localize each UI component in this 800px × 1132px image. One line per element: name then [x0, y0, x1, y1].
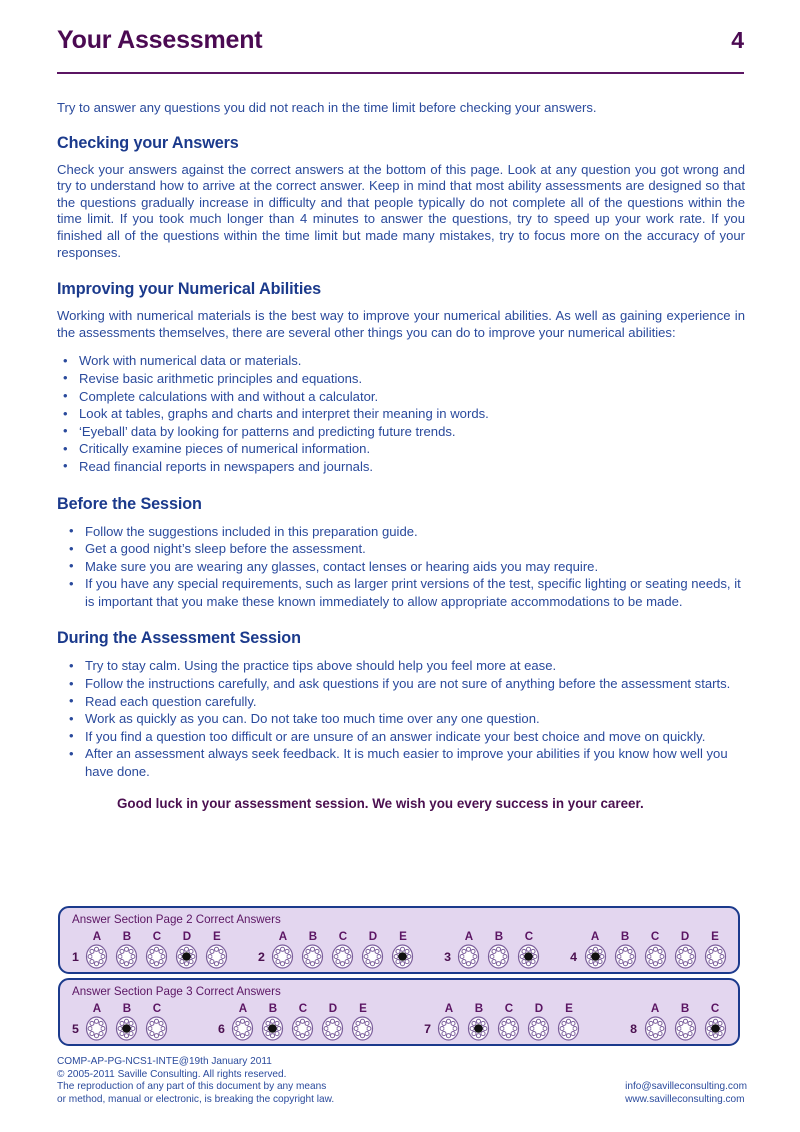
answer-bubble-icon[interactable] [497, 1016, 520, 1041]
answer-bubble-icon[interactable] [85, 944, 108, 969]
answer-option-letter: C [710, 1002, 720, 1015]
answer-bubble-icon[interactable] [674, 1016, 697, 1041]
list-item: • Work with numerical data or materials. [57, 352, 745, 370]
answer-option[interactable] [228, 1002, 258, 1041]
question-group [570, 930, 730, 969]
answer-option-letter: B [620, 930, 630, 943]
answer-bubble-icon[interactable] [437, 1016, 460, 1041]
answer-option-letter: C [650, 930, 660, 943]
answer-option-letter: C [298, 1002, 308, 1015]
answer-option-letter: E [711, 930, 719, 943]
answer-option[interactable] [318, 1002, 348, 1041]
answer-bubble-icon[interactable] [704, 1016, 727, 1041]
answer-option[interactable] [554, 1002, 584, 1041]
footer-copyright [57, 1056, 334, 1106]
question-number: 4 [570, 950, 577, 964]
answer-option[interactable] [700, 1002, 730, 1041]
answer-option-letter: B [308, 930, 318, 943]
answer-option-letter: E [359, 1002, 367, 1015]
answer-option[interactable] [514, 930, 544, 969]
answer-option-letter: A [238, 1002, 248, 1015]
question-group [72, 1002, 172, 1041]
answer-option-letter: E [399, 930, 407, 943]
bullet-list-numerical-abilities [57, 352, 745, 475]
answer-option[interactable] [112, 1002, 142, 1041]
list-item: • Make sure you are wearing any glasses, contact lenses or hearing aids you may require. [57, 558, 745, 576]
answer-option-letter: C [152, 930, 162, 943]
answer-option-letter: A [92, 930, 102, 943]
answer-option[interactable] [434, 1002, 464, 1041]
section-before-the-session [57, 495, 745, 611]
answer-option-letter: D [534, 1002, 544, 1015]
list-item: • Read each question carefully. [57, 693, 745, 711]
answer-bubble-icon[interactable] [361, 944, 384, 969]
question-group [444, 930, 544, 969]
list-item: • ‘Eyeball’ data by looking for patterns and predicting future trends. [57, 423, 745, 441]
answer-bubble-icon[interactable] [391, 944, 414, 969]
section-paragraph: Working with numerical materials is the best way to improve your numerical abilities. As well as gaining experience in the assessments themselves, there are several other things you can do to improve your numerical abilities: [57, 308, 745, 340]
answer-bubble-icon[interactable] [175, 944, 198, 969]
list-item: • Work as quickly as you can. Do not take too much time over any one question. [57, 710, 745, 728]
list-item: • After an assessment always seek feedback. It is much easier to improve your abilities if you know how well you have done. [57, 745, 745, 780]
answer-bubble-icon[interactable] [467, 1016, 490, 1041]
question-number: 1 [72, 950, 79, 964]
answer-option[interactable] [258, 1002, 288, 1041]
answer-bubble-icon[interactable] [584, 944, 607, 969]
answer-option-letter: E [565, 1002, 573, 1015]
answer-option[interactable] [494, 1002, 524, 1041]
answer-option[interactable] [268, 930, 298, 969]
answer-bubble-icon[interactable] [85, 1016, 108, 1041]
answer-bubble-icon[interactable] [351, 1016, 374, 1041]
answer-bubble-icon[interactable] [517, 944, 540, 969]
answer-bubble-icon[interactable] [271, 944, 294, 969]
answer-option[interactable] [112, 930, 142, 969]
section-during-assessment-session [57, 629, 745, 780]
page-number: 4 [731, 27, 744, 53]
list-item: • Critically examine pieces of numerical information. [57, 440, 745, 458]
answer-bubble-icon[interactable] [557, 1016, 580, 1041]
answer-option-letter: D [182, 930, 192, 943]
answer-option-letter: D [680, 930, 690, 943]
section-checking-your-answers [57, 134, 745, 262]
answer-option[interactable] [348, 1002, 378, 1041]
answer-bubble-icon[interactable] [704, 944, 727, 969]
question-number: 7 [424, 1022, 431, 1036]
list-item: • Get a good night’s sleep before the assessment. [57, 540, 745, 558]
answer-bubble-icon[interactable] [145, 944, 168, 969]
section-paragraph: Check your answers against the correct answers at the bottom of this page. Look at any question you got wrong and try to understand how to arrive at the correct answer. Keep in mind that most ability assessments are designed so that the questions gradually increase in difficulty and that people typically do not complete all of the questions within the time limit. If you took much longer than 4 minutes to answer the questions, try to speed up your work rate. If you finished all of the questions within the time limit but made many mistakes, try to focus more on the accuracy of your responses. [57, 161, 745, 260]
answer-option[interactable] [610, 930, 640, 969]
answer-option-letter: A [278, 930, 288, 943]
section-heading: Checking your Answers [57, 133, 239, 152]
answer-bubble-icon[interactable] [331, 944, 354, 969]
answer-option[interactable] [464, 1002, 494, 1041]
question-number: 8 [630, 1022, 637, 1036]
answer-bubble-icon[interactable] [527, 1016, 550, 1041]
footer-website[interactable]: www.savilleconsulting.com [625, 1093, 745, 1105]
answer-section-title: Answer Section Page 2 Correct Answers [72, 913, 281, 926]
answer-section-page-2 [58, 906, 740, 974]
bullet-list-during-session [57, 657, 745, 780]
answer-option-letter: A [650, 1002, 660, 1015]
answer-option-letter: D [368, 930, 378, 943]
answer-bubble-icon[interactable] [115, 944, 138, 969]
answer-option[interactable] [142, 1002, 172, 1041]
section-heading: During the Assessment Session [57, 629, 301, 648]
header-divider [57, 72, 744, 74]
page-header [57, 28, 744, 53]
page-title: Your Assessment [57, 26, 263, 54]
footer-line: The reproduction of any part of this document by any means [57, 1081, 327, 1093]
question-number: 5 [72, 1022, 79, 1036]
section-improving-numerical-abilities [57, 280, 745, 475]
answer-bubble-icon[interactable] [487, 944, 510, 969]
answer-option-letter: B [122, 930, 132, 943]
list-item: • Follow the instructions carefully, and ask questions if you are not sure of anything before the assessment starts. [57, 675, 745, 693]
answer-option[interactable] [82, 930, 112, 969]
answer-bubble-icon[interactable] [614, 944, 637, 969]
answer-option[interactable] [388, 930, 418, 969]
question-group [630, 1002, 730, 1041]
answer-bubble-icon[interactable] [301, 944, 324, 969]
list-item: • Follow the suggestions included in this preparation guide. [57, 523, 745, 541]
section-heading: Before the Session [57, 494, 202, 513]
answer-option[interactable] [640, 930, 670, 969]
answer-bubble-icon[interactable] [145, 1016, 168, 1041]
answer-option-letter: B [474, 1002, 484, 1015]
answer-bubble-icon[interactable] [261, 1016, 284, 1041]
answer-option-letter: D [328, 1002, 338, 1015]
answer-bubble-icon[interactable] [321, 1016, 344, 1041]
answer-bubble-icon[interactable] [644, 1016, 667, 1041]
answer-option[interactable] [524, 1002, 554, 1041]
answer-option[interactable] [288, 1002, 318, 1041]
question-group [72, 930, 232, 969]
footer-line: or method, manual or electronic, is breaking the copyright law. [57, 1093, 335, 1105]
answer-option-letter: B [494, 930, 504, 943]
answer-bubble-icon[interactable] [291, 1016, 314, 1041]
footer-email[interactable]: info@savilleconsulting.com [625, 1081, 747, 1092]
intro-paragraph: Try to answer any questions you did not reach in the time limit before checking your answers. [57, 100, 597, 115]
list-item: • If you have any special requirements, such as larger print versions of the test, specific lighting or seating needs, it is important that you make these known immediately to allow appropriate accommodations to be made. [57, 575, 745, 610]
answer-option-letter: C [504, 1002, 514, 1015]
answer-option-letter: C [524, 930, 534, 943]
answer-option-letter: A [464, 930, 474, 943]
spacer [57, 341, 745, 352]
answer-bubble-icon[interactable] [231, 1016, 254, 1041]
answer-section-page-3 [58, 978, 740, 1046]
answer-option[interactable] [670, 930, 700, 969]
footer-contact [625, 1056, 747, 1106]
footer-line: COMP-AP-PG-NCS1-INTE@19th January 2011 [57, 1056, 272, 1067]
document-body [57, 100, 745, 812]
answer-option[interactable] [202, 930, 232, 969]
list-item: • Read financial reports in newspapers and journals. [57, 458, 745, 476]
list-item: • Revise basic arithmetic principles and equations. [57, 370, 745, 388]
answer-option-letter: C [152, 1002, 162, 1015]
question-number: 3 [444, 950, 451, 964]
question-number: 6 [218, 1022, 225, 1036]
page-footer [57, 1056, 747, 1106]
answer-row [72, 930, 730, 969]
bullet-list-before-session [57, 523, 745, 611]
answer-option[interactable] [580, 930, 610, 969]
answer-option[interactable] [172, 930, 202, 969]
answer-bubble-icon[interactable] [457, 944, 480, 969]
list-item: • Try to stay calm. Using the practice tips above should help you feel more at ease. [57, 657, 745, 675]
answer-option[interactable] [454, 930, 484, 969]
answer-bubble-icon[interactable] [644, 944, 667, 969]
answer-option-letter: B [268, 1002, 278, 1015]
list-item: • If you find a question too difficult or are unsure of an answer indicate your best choice and move on quickly. [57, 728, 745, 746]
answer-option-letter: C [338, 930, 348, 943]
answer-option[interactable] [700, 930, 730, 969]
list-item: • Complete calculations with and without a calculator. [57, 388, 745, 406]
footer-line: © 2005-2011 Saville Consulting. All rights reserved. [57, 1068, 287, 1080]
question-number: 2 [258, 950, 265, 964]
answer-bubble-icon[interactable] [205, 944, 228, 969]
answer-option[interactable] [298, 930, 328, 969]
question-group [424, 1002, 584, 1041]
list-item: • Look at tables, graphs and charts and interpret their meaning in words. [57, 405, 745, 423]
answer-option-letter: A [590, 930, 600, 943]
answer-option-letter: B [680, 1002, 690, 1015]
answer-row [72, 1002, 730, 1041]
answer-option[interactable] [640, 1002, 670, 1041]
closing-message: Good luck in your assessment session. We wish you every success in your career. [117, 795, 644, 811]
answer-option[interactable] [484, 930, 514, 969]
answer-option[interactable] [328, 930, 358, 969]
answer-option[interactable] [142, 930, 172, 969]
answer-bubble-icon[interactable] [674, 944, 697, 969]
answer-section-title: Answer Section Page 3 Correct Answers [72, 985, 281, 998]
answer-option-letter: B [122, 1002, 132, 1015]
question-group [258, 930, 418, 969]
answer-option[interactable] [358, 930, 388, 969]
answer-option[interactable] [82, 1002, 112, 1041]
answer-option-letter: E [213, 930, 221, 943]
answer-option-letter: A [444, 1002, 454, 1015]
question-group [218, 1002, 378, 1041]
section-heading: Improving your Numerical Abilities [57, 280, 322, 299]
answer-bubble-icon[interactable] [115, 1016, 138, 1041]
answer-option[interactable] [670, 1002, 700, 1041]
answer-option-letter: A [92, 1002, 102, 1015]
